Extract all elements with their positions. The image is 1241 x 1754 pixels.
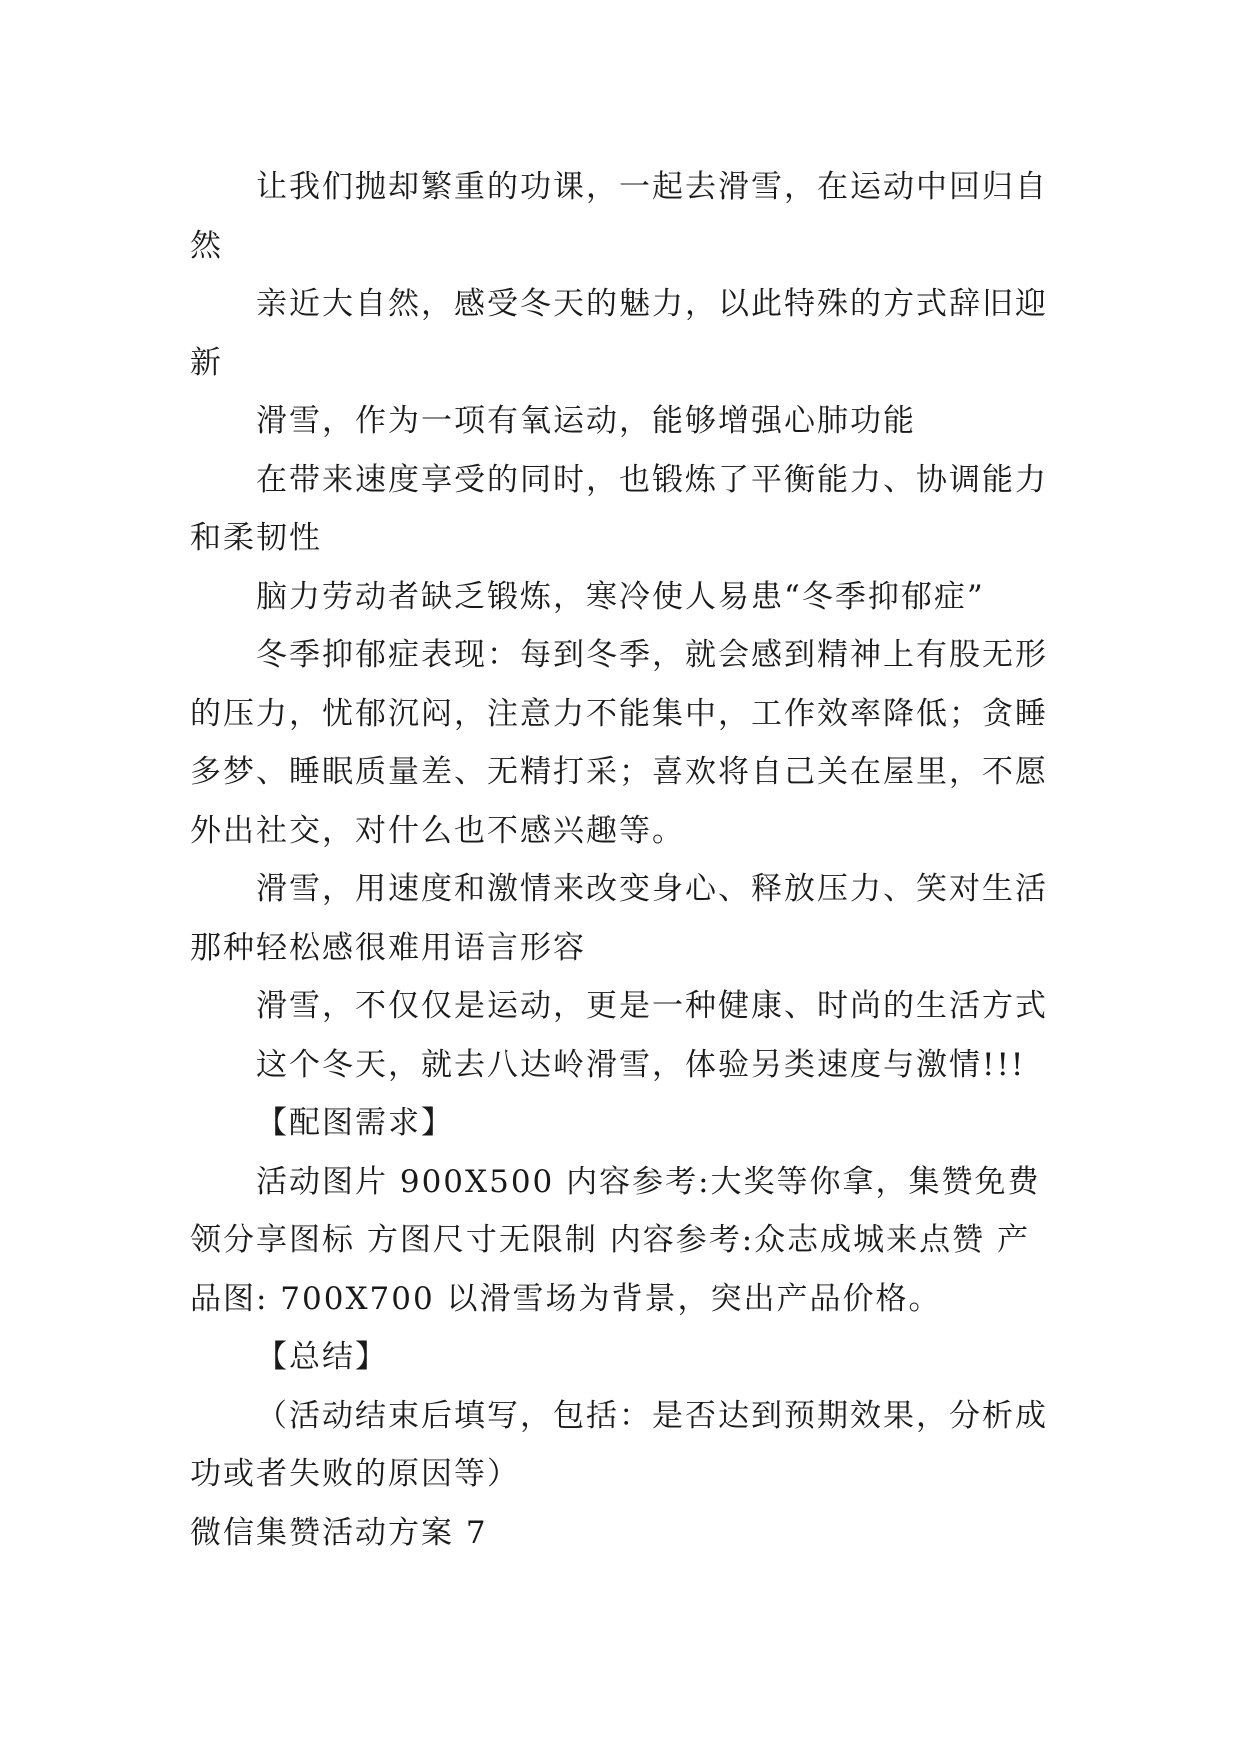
paragraph-5: 脑力劳动者缺乏锻炼，寒冷使人易患“冬季抑郁症” <box>256 578 985 615</box>
image-requirements-body: 活动图片 900X500 内容参考:大奖等你拿，集赞免费领分享图标 方图尺寸无限制 内容参考:众志成城来点赞 产品图: 700X700 以滑雪场为背景，突出产品价格。 <box>190 1163 1041 1317</box>
document-body <box>190 158 1050 1562</box>
paragraph-9: 这个冬天，就去八达岭滑雪，体验另类速度与激情!!! <box>256 1046 1026 1083</box>
paragraph-2: 亲近大自然，感受冬天的魅力，以此特殊的方式辞旧迎新 <box>190 286 1048 381</box>
paragraph-6: 冬季抑郁症表现：每到冬季，就会感到精神上有股无形的压力，忧郁沉闷，注意力不能集中，工作效率降低；贪睡多梦、睡眠质量差、无精打采；喜欢将自己关在屋里，不愿外出社交，对什么也不感兴趣等。 <box>190 637 1048 849</box>
paragraph-8: 滑雪，不仅仅是运动，更是一种健康、时尚的生活方式 <box>256 988 1048 1024</box>
paragraph-1: 让我们抛却繁重的功课，一起去滑雪，在运动中回归自然 <box>190 169 1048 264</box>
image-requirements-heading: 【配图需求】 <box>256 1105 454 1141</box>
summary-heading: 【总结】 <box>256 1339 388 1375</box>
paragraph-7: 滑雪，用速度和激情来改变身心、释放压力、笑对生活那种轻松感很难用语言形容 <box>190 871 1048 966</box>
section-heading: 微信集赞活动方案 7 <box>190 1514 488 1551</box>
paragraph-3: 滑雪，作为一项有氧运动，能够增强心肺功能 <box>256 403 916 439</box>
summary-body: （活动结束后填写，包括：是否达到预期效果，分析成功或者失败的原因等） <box>190 1397 1048 1492</box>
paragraph-4: 在带来速度享受的同时，也锻炼了平衡能力、协调能力和柔韧性 <box>190 461 1048 556</box>
